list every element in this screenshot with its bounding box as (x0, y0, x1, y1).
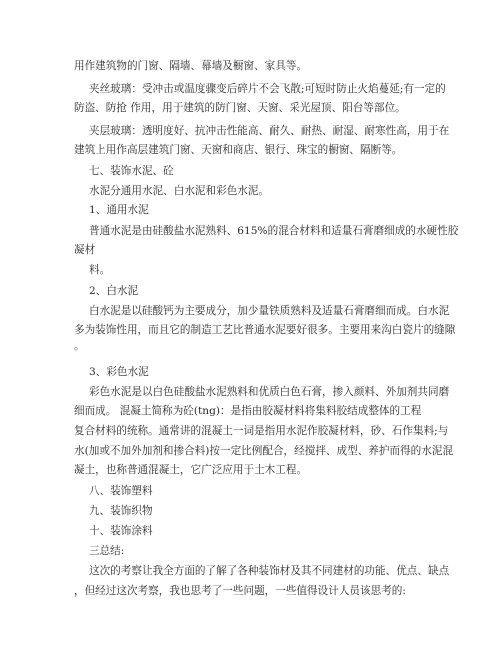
paragraph-line: 料。 (89, 264, 111, 276)
paragraph-line: 用作建筑物的门窗、隔墙、幕墙及橱窗、家具等。 (74, 60, 308, 72)
section-heading: 九、装饰织物 (89, 505, 153, 517)
paragraph-line: 这次的考察让我全方面的了解了各种装饰材及其不同建材的功能、优点、缺点 (89, 565, 450, 577)
paragraph-line: 夹层玻璃：透明度好、抗冲击性能高、耐久、耐热、耐湿、耐寒性高，用于在 (89, 125, 450, 137)
subsection-heading: 3、彩色水泥 (89, 366, 149, 378)
paragraph-line: 多为装饰性用，而且它的制造工艺比普通水泥要好很多。主要用来沟白瓷片的缝隙 (74, 324, 456, 336)
paragraph-line: 细而成。 混凝土简称为砼(tng)：是指由胶凝材料将集料胶结成整体的工程 (74, 405, 422, 417)
paragraph-line: 白水泥是以硅酸钙为主要成分，加少量铁质熟料及适量石膏磨细而成。白水泥 (89, 305, 450, 317)
section-heading: 三总结: (89, 545, 125, 557)
paragraph-line: 建筑上用作高层建筑门窗、天窗和商店、银行、珠宝的橱窗、隔断等。 (74, 144, 403, 156)
paragraph-line: 夹丝玻璃：受冲击或温度骤变后碎片不会飞散;可短时防止火焰蔓延;有一定的 (89, 83, 446, 95)
paragraph-line: 水(加或不加外加剂和掺合料)按一定比例配合，经搅拌、成型、养护而得的水泥混 (74, 445, 454, 457)
paragraph-line: ，但经过这次考察，我也思考了一些问题，一些值得设计人员该思考的: (74, 585, 406, 597)
paragraph-line: 。 (74, 340, 85, 352)
paragraph-line: 水泥分通用水泥、白水泥和彩色水泥。 (89, 185, 270, 197)
paragraph-line: 凝材 (74, 244, 96, 256)
section-heading: 十、装饰涂料 (89, 525, 153, 537)
paragraph-line: 复合材料的统称。通常讲的混凝土一词是指用水泥作胶凝材料，砂、石作集料;与 (74, 425, 449, 437)
subsection-heading: 1、通用水泥 (89, 204, 149, 216)
section-heading: 八、装饰塑料 (89, 485, 153, 497)
paragraph-line: 彩色水泥是以白色硅酸盐水泥熟料和优质白色石膏，掺入颜料、外加剂共同磨 (89, 386, 450, 398)
section-heading: 七、装饰水泥、砼 (89, 165, 174, 177)
paragraph-line: 防盗、防抢 作用，用于建筑的防门窗、天窗、采光屋顶、阳台等部位。 (74, 102, 406, 114)
subsection-heading: 2、白水泥 (89, 285, 139, 297)
paragraph-line: 凝土，也称普通混凝土，它广泛应用于土木工程。 (74, 464, 308, 476)
paragraph-line: 普通水泥是由硅酸盐水泥熟料、615%的混合材料和适量石膏磨细成的水硬性胶 (89, 225, 459, 237)
